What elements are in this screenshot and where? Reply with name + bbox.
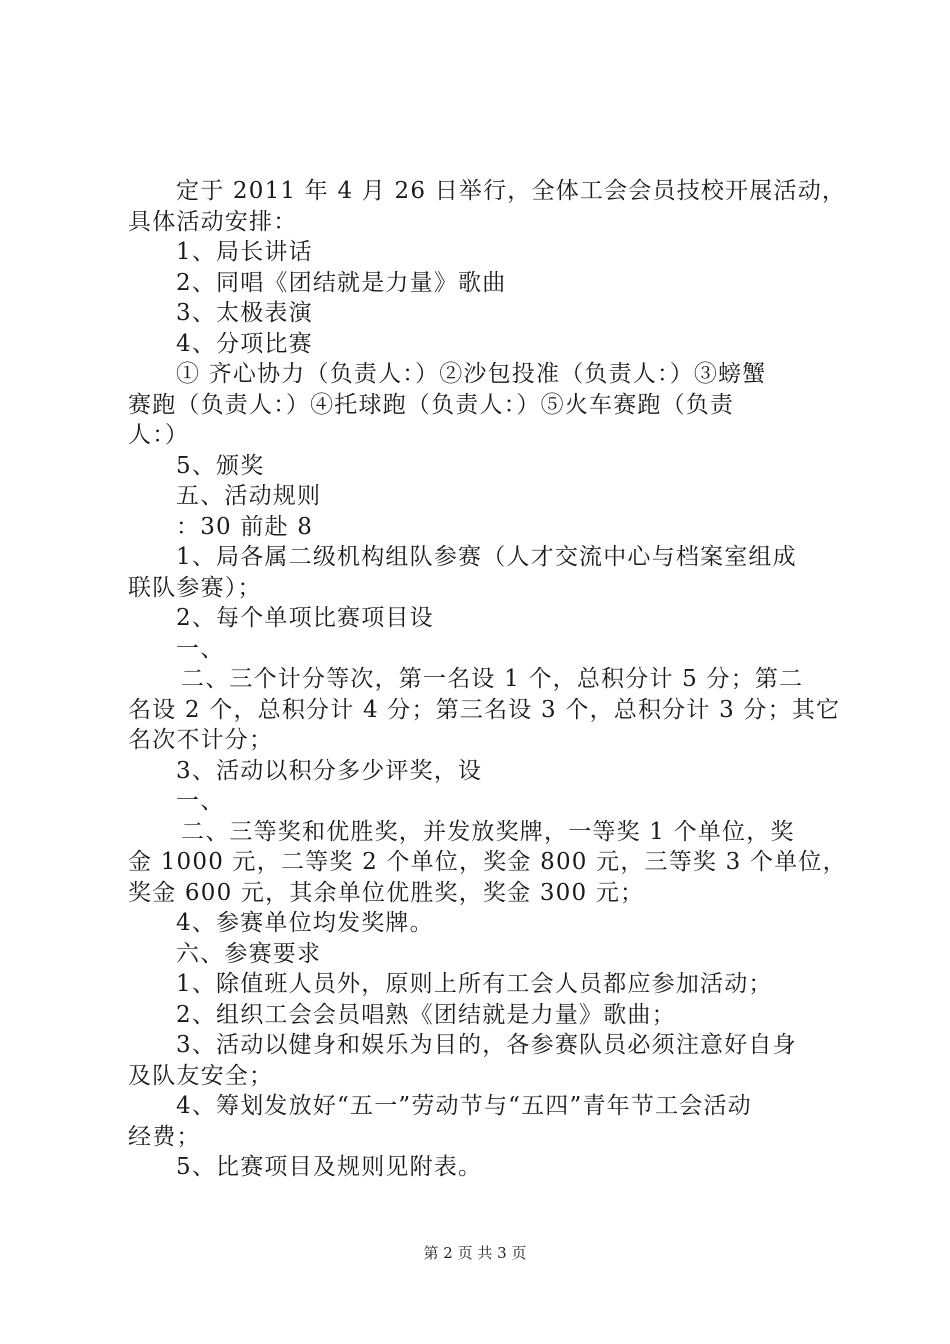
paragraph-line: 定于 2011 年 4 月 26 日举行，全体工会会员技校开展活动， bbox=[176, 178, 847, 204]
paragraph-line: ① 齐心协力（负责人：）②沙包投准（负责人：）③螃蟹 bbox=[176, 361, 767, 387]
list-item: 5、颁奖 bbox=[176, 452, 265, 479]
paragraph-line: 名次不计分； bbox=[128, 727, 274, 753]
paragraph-line: 一、 bbox=[176, 635, 225, 662]
list-item: 4、分项比赛 bbox=[176, 330, 313, 357]
paragraph-line: 名设 2 个，总积分计 4 分；第三名设 3 个，总积分计 3 分；其它 bbox=[128, 696, 841, 723]
list-item: 4、参赛单位均发奖牌。 bbox=[176, 910, 434, 936]
paragraph-line: 金 1000 元，二等奖 2 个单位，奖金 800 元，三等奖 3 个单位， bbox=[128, 849, 847, 875]
list-item: 2、组织工会会员唱熟《团结就是力量》歌曲； bbox=[176, 1001, 676, 1028]
paragraph-line: 及队友安全； bbox=[128, 1062, 274, 1089]
list-item: 1、局长讲话 bbox=[176, 239, 313, 265]
document-body bbox=[128, 176, 847, 1183]
paragraph-line: 人：） bbox=[128, 422, 190, 448]
list-item: 3、活动以积分多少评奖，设 bbox=[176, 757, 483, 784]
paragraph-line: ：30 前赴 8 bbox=[176, 513, 314, 540]
paragraph-line: 赛跑（负责人：）④托球跑（负责人：）⑤火车赛跑（负责 bbox=[128, 391, 735, 418]
paragraph-line: 联队参赛）； bbox=[128, 574, 262, 601]
paragraph-line: 奖金 600 元，其余单位优胜奖，奖金 300 元； bbox=[128, 879, 645, 906]
list-item: 3、活动以健身和娱乐为目的，各参赛队员必须注意好自身 bbox=[176, 1032, 797, 1058]
list-item: 4、筹划发放好“五一”劳动节与“五四”青年节工会活动 bbox=[176, 1093, 752, 1119]
page-number-footer: 第 2 页 共 3 页 bbox=[423, 1244, 527, 1262]
list-item: 1、局各属二级机构组队参赛（人才交流中心与档案室组成 bbox=[176, 544, 797, 570]
paragraph-line: 具体活动安排： bbox=[128, 208, 298, 235]
section-heading: 六、参赛要求 bbox=[176, 940, 322, 967]
paragraph-line: 二、三个计分等次，第一名设 1 个，总积分计 5 分；第二 bbox=[181, 666, 804, 692]
paragraph-line: 二、三等奖和优胜奖，并发放奖牌，一等奖 1 个单位，奖 bbox=[181, 818, 795, 845]
list-item: 3、太极表演 bbox=[176, 300, 313, 326]
list-item: 1、除值班人员外，原则上所有工会人员都应参加活动； bbox=[176, 971, 773, 997]
section-heading: 五、活动规则 bbox=[176, 483, 322, 509]
paragraph-line: 经费； bbox=[128, 1123, 201, 1150]
paragraph-line: 一、 bbox=[176, 788, 225, 814]
list-item: 2、同唱《团结就是力量》歌曲 bbox=[176, 269, 507, 296]
list-item: 5、比赛项目及规则见附表。 bbox=[176, 1154, 483, 1180]
list-item: 2、每个单项比赛项目设 bbox=[176, 605, 434, 631]
